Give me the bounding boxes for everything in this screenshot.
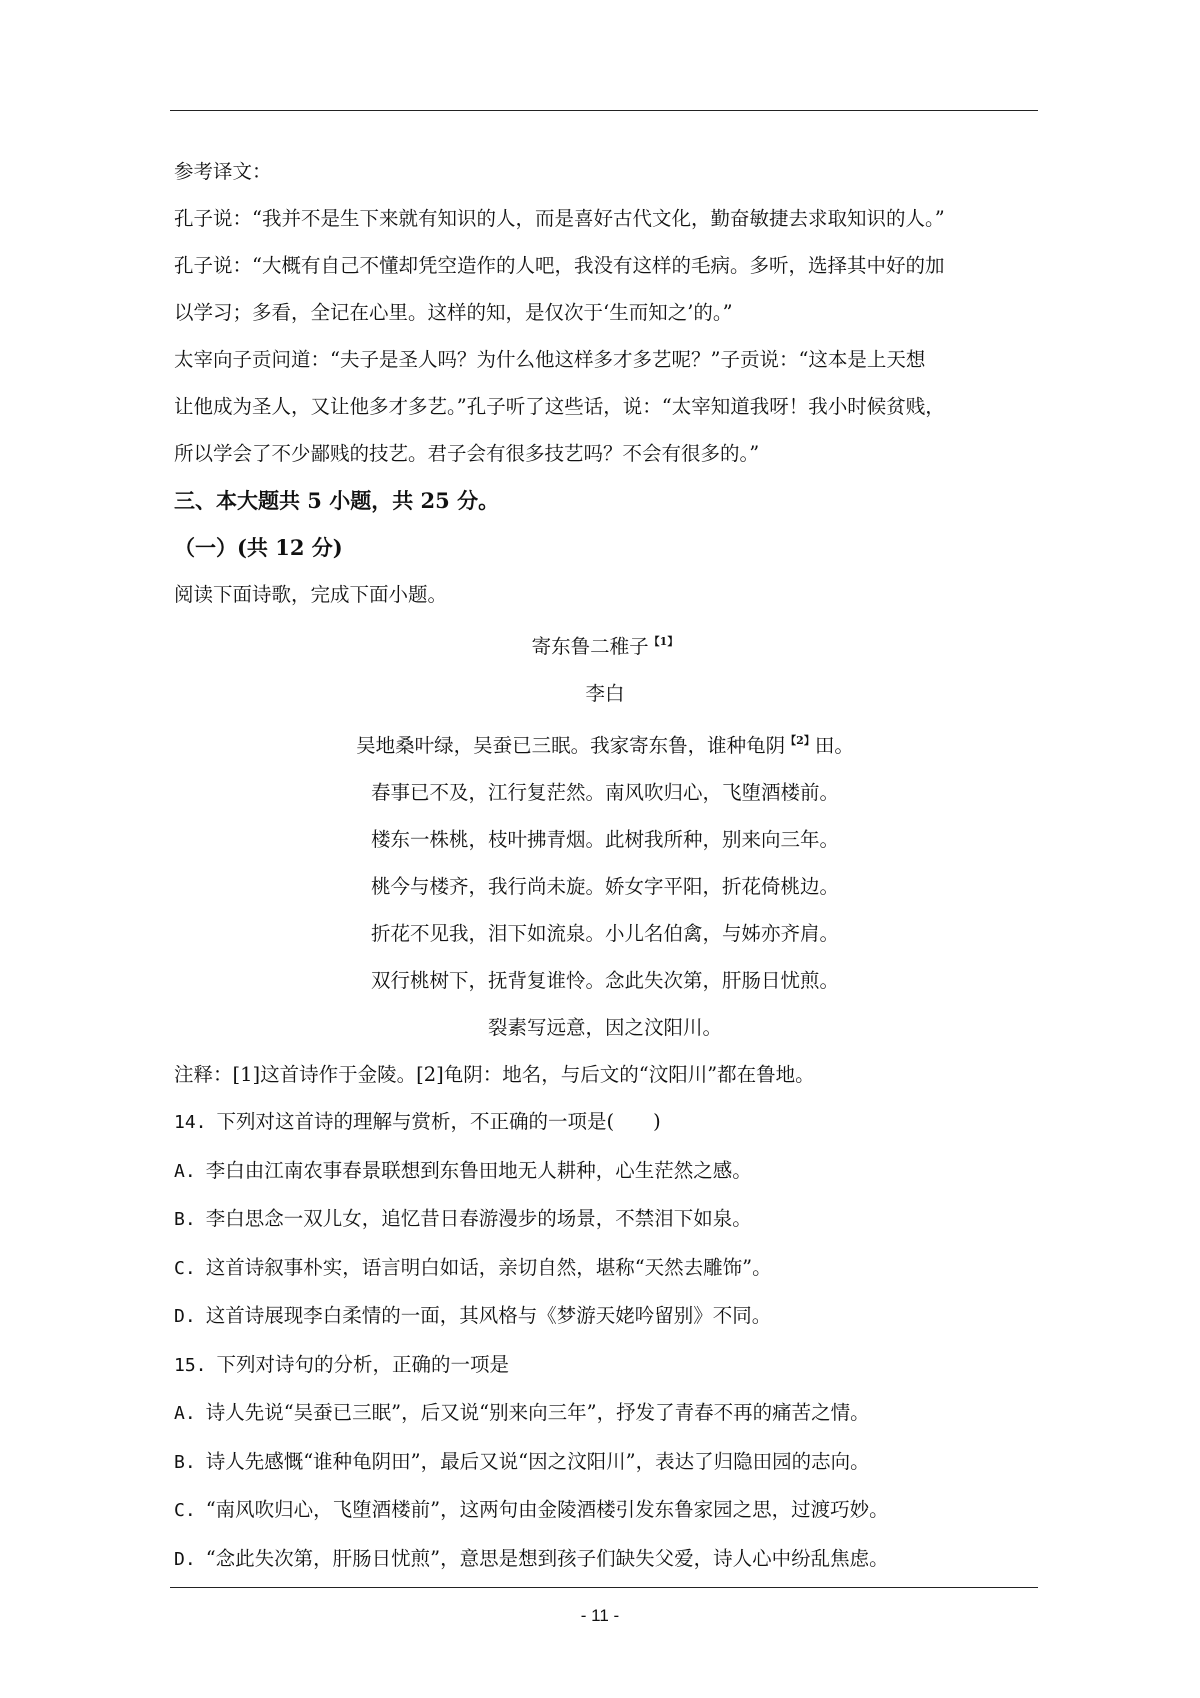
translation-paragraph: 太宰向子贡问道：“夫子是圣人吗？为什么他这样多才多艺呢？”子贡说：“这本是上天想 xyxy=(174,348,926,371)
page-number: - 11 - xyxy=(580,1606,620,1625)
option-text: 这首诗展现李白柔情的一面，其风格与《梦游天姥吟留别》不同。 xyxy=(205,1304,772,1327)
translation-heading: 参考译文： xyxy=(174,160,272,183)
translation-paragraph: 所以学会了不少鄙贱的技艺。君子会有很多技艺吗？不会有很多的。” xyxy=(174,442,760,465)
poem-line: 双行桃树下，抚背复谁怜。念此失次第，肝肠日忧煎。 xyxy=(370,969,839,992)
poem-line xyxy=(174,717,1036,769)
question-number: 14. xyxy=(174,1112,207,1133)
poem xyxy=(174,618,1036,1051)
section-title: 三、本大题共 5 小题，共 25 分。 xyxy=(174,488,500,513)
answer-option xyxy=(174,1292,1036,1341)
page-content xyxy=(174,148,1036,1583)
poem-line: 春事已不及，江行复茫然。南风吹归心，飞堕酒楼前。 xyxy=(370,781,839,804)
poem-title-line xyxy=(174,618,1036,670)
option-text: 诗人先感慨“谁种龟阴田”，最后又说“因之汶阳川”，表达了归隐田园的志向。 xyxy=(205,1449,870,1473)
footnote-marker: 【2】 xyxy=(785,734,815,747)
poem-author: 李白 xyxy=(585,682,625,705)
answer-option xyxy=(174,1195,1036,1244)
option-text: 李白思念一双儿女，追忆昔日春游漫步的场景，不禁泪下如泉。 xyxy=(205,1207,752,1230)
question-14 xyxy=(174,1098,1036,1341)
poem-line: 裂素写远意，因之汶阳川。 xyxy=(487,1016,722,1039)
poem-notes: 注释：[1]这首诗作于金陵。[2]龟阴：地名，与后文的“汶阳川”都在鲁地。 xyxy=(174,1063,815,1086)
option-letter: C. xyxy=(174,1257,196,1279)
question-text: 下列对这首诗的理解与赏析，不正确的一项是( ) xyxy=(216,1110,661,1133)
poem-line-text: 田。 xyxy=(814,734,854,757)
section-instruction: 阅读下面诗歌，完成下面小题。 xyxy=(174,583,448,606)
footer-rule xyxy=(170,1587,1038,1588)
question-stem xyxy=(174,1098,1036,1147)
answer-option xyxy=(174,1535,1036,1584)
translation-paragraph: 孔子说：“我并不是生下来就有知识的人，而是喜好古代文化，勤奋敏捷去求取知识的人。” xyxy=(174,207,945,230)
option-text: 李白由江南农事春景联想到东鲁田地无人耕种，心生茫然之感。 xyxy=(205,1158,752,1182)
poem-title: 寄东鲁二稚子 xyxy=(531,635,649,658)
option-letter: D. xyxy=(174,1306,196,1327)
answer-option xyxy=(174,1244,1036,1293)
option-letter: B. xyxy=(174,1209,196,1230)
header-rule xyxy=(170,110,1038,111)
translation-paragraph: 孔子说：“大概有自己不懂却凭空造作的人吧，我没有这样的毛病。多听，选择其中好的加 xyxy=(174,254,945,277)
question-stem xyxy=(174,1341,1036,1390)
option-letter: A. xyxy=(174,1403,196,1424)
question-number: 15. xyxy=(174,1354,207,1376)
answer-option xyxy=(174,1147,1036,1196)
option-text: “念此失次第，肝肠日忧煎”，意思是想到孩子们缺失父爱，诗人心中纷乱焦虑。 xyxy=(205,1546,889,1570)
question-text: 下列对诗句的分析，正确的一项是 xyxy=(216,1352,510,1376)
poem-line: 折花不见我，泪下如流泉。小儿名伯禽，与姊亦齐肩。 xyxy=(370,922,839,945)
option-letter: A. xyxy=(174,1160,196,1182)
option-letter: D. xyxy=(174,1548,196,1570)
poem-line: 桃今与楼齐，我行尚未旋。娇女字平阳，折花倚桃边。 xyxy=(370,875,839,898)
option-text: 这首诗叙事朴实，语言明白如话，亲切自然，堪称“天然去雕饰”。 xyxy=(205,1255,772,1279)
answer-option xyxy=(174,1438,1036,1487)
option-letter: C. xyxy=(174,1500,196,1521)
option-text: 诗人先说“吴蚕已三眠”，后又说“别来向三年”，抒发了青春不再的痛苦之情。 xyxy=(205,1401,870,1424)
translation-paragraph: 让他成为圣人，又让他多才多艺。”孔子听了这些话，说：“太宰知道我呀！我小时候贫贱， xyxy=(174,395,945,418)
option-text: “南风吹归心，飞堕酒楼前”，这两句由金陵酒楼引发东鲁家园之思，过渡巧妙。 xyxy=(205,1498,889,1521)
poem-line: 楼东一株桃，枝叶拂青烟。此树我所种，别来向三年。 xyxy=(370,828,839,851)
question-15 xyxy=(174,1341,1036,1584)
poem-line-text: 吴地桑叶绿，吴蚕已三眠。我家寄东鲁，谁种龟阴 xyxy=(356,734,786,757)
option-letter: B. xyxy=(174,1451,196,1473)
answer-option xyxy=(174,1486,1036,1535)
section-subtitle: （一）(共 12 分) xyxy=(174,535,343,560)
translation-paragraph: 以学习；多看，全记在心里。这样的知，是仅次于‘生而知之’的。” xyxy=(174,301,733,324)
answer-option xyxy=(174,1389,1036,1438)
footnote-marker: 【1】 xyxy=(648,635,679,648)
